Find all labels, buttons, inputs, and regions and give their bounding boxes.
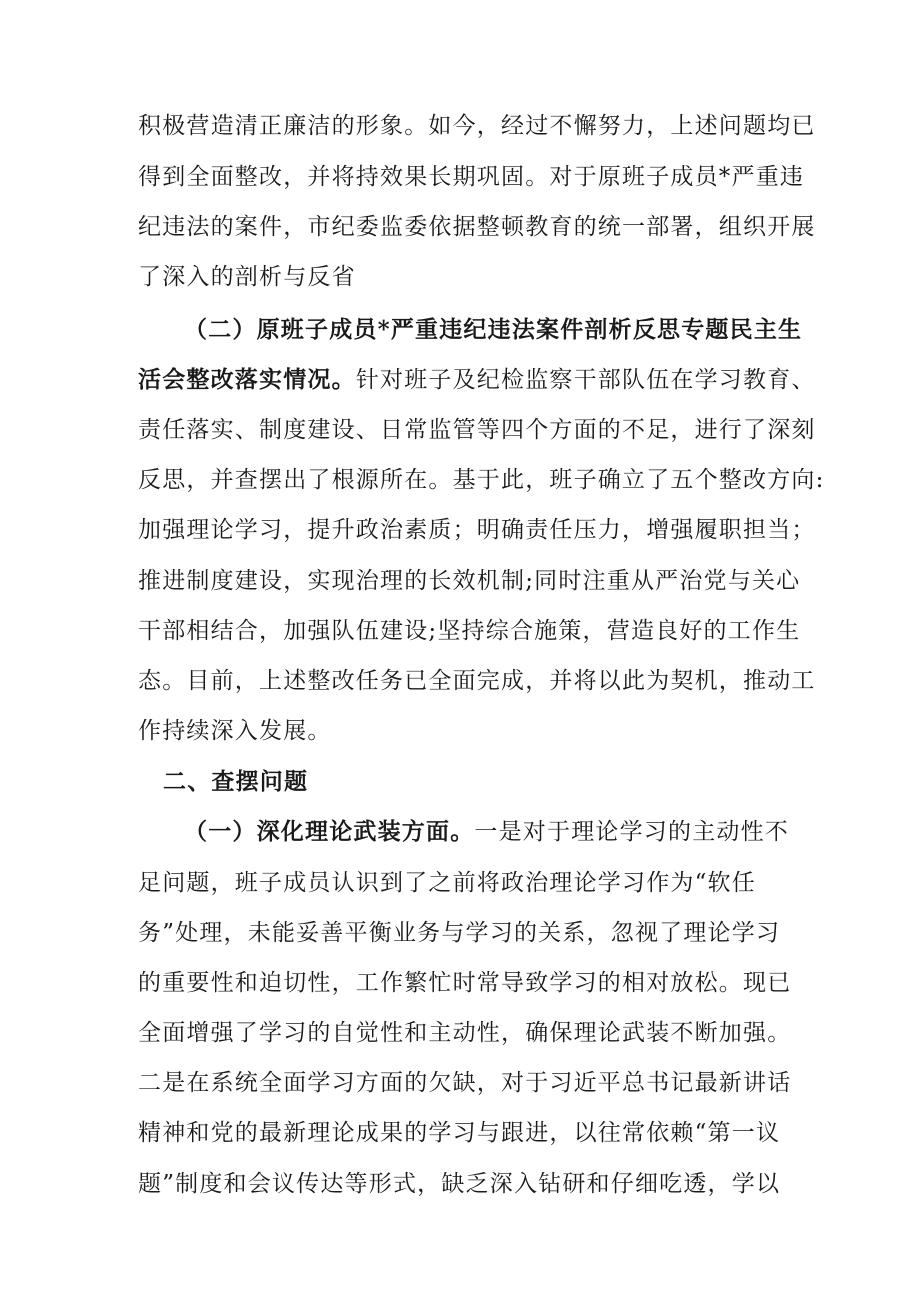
paragraph-line: 干部相结合，加强队伍建设;坚持综合施策，营造良好的工作生 xyxy=(138,618,801,644)
paragraph-line: 作持续深入发展。 xyxy=(138,718,332,744)
section-heading-line: （一）深化理论武装方面。一是对于理论学习的主动性不 xyxy=(184,818,790,845)
paragraph-line: 推进制度建设，实现治理的长效机制;同时注重从严治党与关心 xyxy=(138,568,801,594)
paragraph-line: 得到全面整改，并将持效果长期巩固。对于原班子成员*严重违 xyxy=(138,164,805,190)
paragraph-line: 责任落实、制度建设、日常监管等四个方面的不足，进行了深刻 xyxy=(138,417,816,443)
paragraph-line: 题”制度和会议传达等形式，缺乏深入钻研和仔细吃透，学以 xyxy=(138,1171,781,1197)
paragraph-line: 务”处理，未能妥善平衡业务与学习的关系，忽视了理论学习 xyxy=(138,920,781,946)
paragraph-line: 精神和党的最新理论成果的学习与跟进，以往常依赖“第一议 xyxy=(138,1120,781,1146)
section-heading-line: 活会整改落实情况。针对班子及纪检监察干部队伍在学习教育、 xyxy=(138,366,816,393)
paragraph-line: 反思，并查摆出了根源所在。基于此，班子确立了五个整改方向: xyxy=(138,467,825,493)
paragraph-line: 纪违法的案件，市纪委监委依据整顿教育的统一部署，组织开展 xyxy=(138,214,816,240)
paragraph-line: 全面增强了学习的自觉性和主动性，确保理论武装不断加强。 xyxy=(138,1020,792,1046)
paragraph-line: 足问题，班子成员认识到了之前将政治理论学习作为“软任 xyxy=(138,870,756,896)
paragraph-line: 了深入的剖析与反省 xyxy=(138,264,356,290)
chapter-heading: 二、查摆问题 xyxy=(163,768,309,795)
paragraph-line: 态。目前，上述整改任务已全面完成，并将以此为契机，推动工 xyxy=(138,668,816,694)
paragraph-line: 积极营造清正廉洁的形象。如今，经过不懈努力，上述问题均已 xyxy=(138,113,816,139)
paragraph-line: 的重要性和迫切性，工作繁忙时常导致学习的相对放松。现已 xyxy=(138,970,792,996)
paragraph-line: 加强理论学习，提升政治素质；明确责任压力，增强履职担当； xyxy=(138,517,816,543)
section-heading-line: （二）原班子成员*严重违纪违法案件剖析反思专题民主生 xyxy=(184,316,803,343)
paragraph-line: 二是在系统全面学习方面的欠缺，对于习近平总书记最新讲话 xyxy=(138,1070,792,1096)
